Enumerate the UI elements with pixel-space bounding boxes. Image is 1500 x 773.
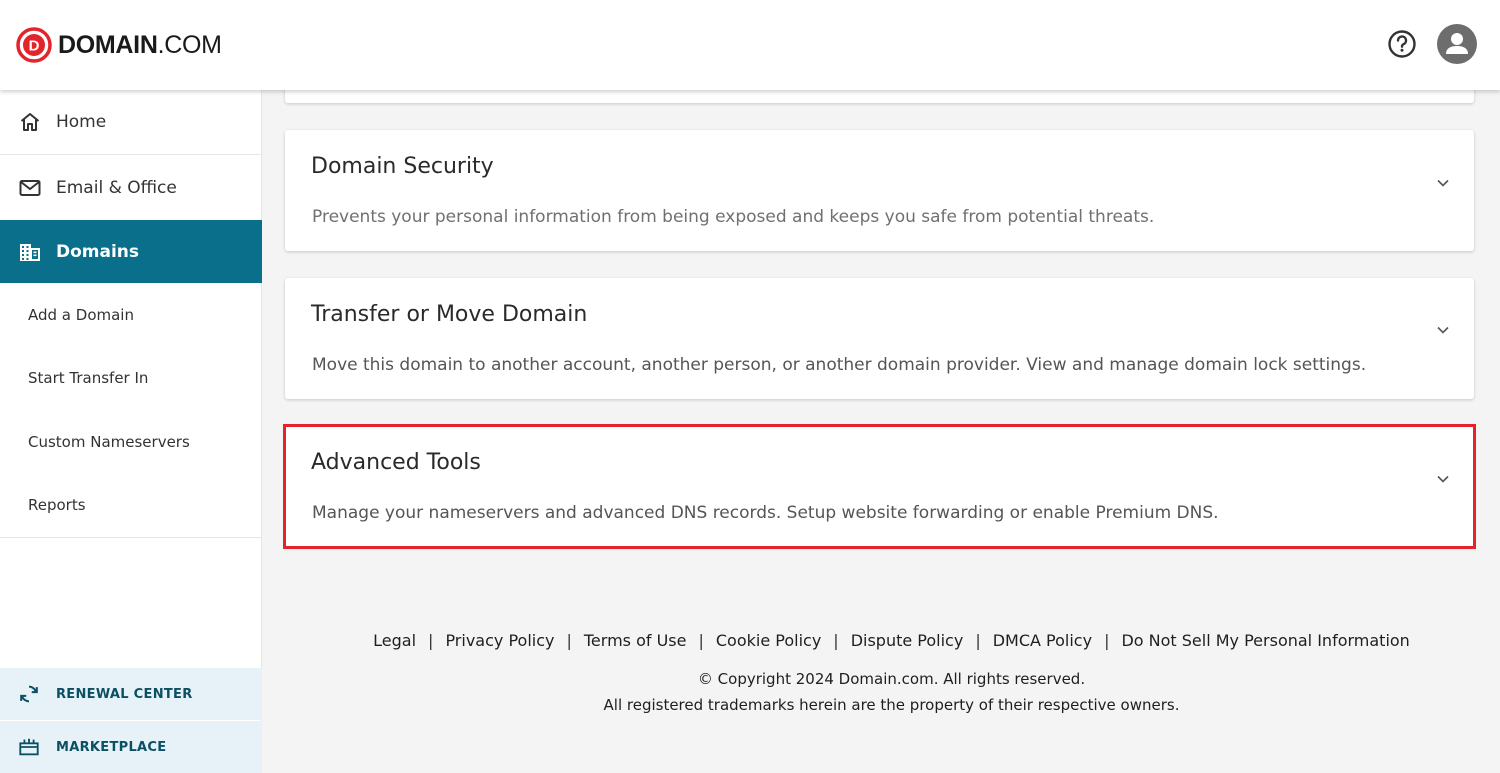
chevron-down-icon[interactable] [1436, 472, 1450, 486]
sidebar-item-email-office[interactable] [0, 155, 262, 220]
storefront-icon [18, 736, 40, 758]
chevron-down-icon[interactable] [1436, 323, 1450, 337]
domain-com-logo[interactable] [16, 27, 222, 63]
sidebar-subitem-custom-nameservers[interactable]: Custom Nameservers [28, 433, 190, 451]
footer-link-privacy-policy[interactable]: Privacy Policy [445, 631, 555, 650]
sidebar-item-domains[interactable] [0, 220, 262, 283]
sidebar-subitem-add-domain[interactable]: Add a Domain [28, 306, 134, 324]
sidebar-bottom-label: RENEWAL CENTER [56, 686, 193, 702]
card-transfer-move-domain[interactable] [285, 278, 1474, 399]
sidebar-subitem-start-transfer-in[interactable]: Start Transfer In [28, 369, 149, 387]
footer-link-dispute-policy[interactable]: Dispute Policy [850, 631, 964, 650]
footer-link-legal[interactable]: Legal [373, 631, 417, 650]
logo-wordmark: DOMAIN.COM [58, 30, 222, 59]
sidebar-item-home[interactable] [0, 90, 262, 155]
sidebar-subitem-reports[interactable]: Reports [28, 496, 86, 514]
footer-link-terms-of-use[interactable]: Terms of Use [583, 631, 687, 650]
chevron-down-icon[interactable] [1436, 176, 1450, 190]
user-avatar[interactable] [1437, 24, 1477, 64]
logo-mark-icon [16, 27, 52, 63]
card-description: Manage your nameservers and advanced DNS records. Setup website forwarding or enable Premium DNS. [312, 503, 1219, 523]
card-title: Domain Security [311, 154, 494, 179]
card-description: Move this domain to another account, another person, or another domain provider. View and manage domain lock settings. [312, 355, 1367, 375]
sidebar-item-label: Domains [56, 241, 140, 262]
card-description: Prevents your personal information from being exposed and keeps you safe from potential threats. [312, 207, 1155, 227]
footer-copyright: © Copyright 2024 Domain.com. All rights reserved. [697, 670, 1086, 688]
help-icon[interactable] [1387, 29, 1417, 59]
sidebar-item-label: Home [56, 112, 107, 132]
footer-separator: | [975, 631, 981, 650]
footer-separator: | [833, 631, 839, 650]
refresh-icon [18, 683, 40, 705]
mail-icon [18, 176, 42, 200]
footer-separator: | [698, 631, 704, 650]
card-domain-security[interactable] [285, 130, 1474, 251]
sidebar-marketplace[interactable] [0, 721, 262, 773]
card-advanced-tools[interactable] [285, 426, 1474, 547]
logo-mark-letter: D [28, 37, 40, 55]
footer-trademark: All registered trademarks herein are the property of their respective owners. [603, 696, 1180, 714]
footer-separator: | [1104, 631, 1110, 650]
sidebar-renewal-center[interactable] [0, 668, 262, 720]
card-title: Advanced Tools [311, 450, 481, 475]
footer-link-do-not-sell[interactable]: Do Not Sell My Personal Information [1121, 631, 1410, 650]
sidebar [0, 90, 262, 773]
top-header [0, 0, 1500, 90]
building-icon [18, 240, 42, 264]
user-icon [1437, 24, 1477, 64]
sidebar-item-label: Email & Office [56, 177, 177, 198]
footer-link-dmca-policy[interactable]: DMCA Policy [992, 631, 1093, 650]
footer-separator: | [428, 631, 434, 650]
footer-links [0, 631, 1500, 650]
footer-separator: | [566, 631, 572, 650]
home-icon [18, 110, 42, 134]
footer-link-cookie-policy[interactable]: Cookie Policy [715, 631, 822, 650]
sidebar-divider [0, 537, 262, 538]
card-title: Transfer or Move Domain [311, 302, 588, 327]
sidebar-bottom-label: MARKETPLACE [56, 739, 167, 755]
